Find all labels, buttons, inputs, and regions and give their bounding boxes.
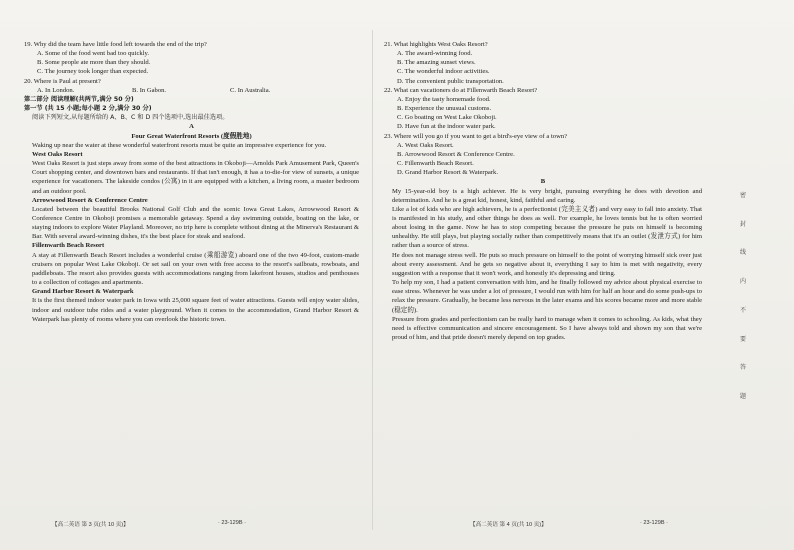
resort-description: It is the first themed indoor water park in Iowa with 25,000 square feet of water attractions. Guests will enjoy water slides, indoor and outdoor tube rides and a water playground. When it comes to the accommodation, Grand Harbor Resort & Waterpark has plenty of rooms where you can overlook the historic town. — [32, 297, 359, 323]
resort-description: West Oaks Resort is just steps away from some of the best attractions in Okoboji—Arnolds Park Amusement Park, Queen's Court shopping center, and downtown bars and restaurants. If that isn't enough, it has a to-die-for view of sunsets, a unique experience for vacationers. The lakeside condos (公寓) in it are equipped with a kitchen, a living room, a master bedroom and an outdoor pool. — [32, 160, 359, 195]
binding-char: 答 — [739, 364, 746, 372]
q20-option-b: B. In Gabon. — [132, 86, 167, 94]
question-19: 19. Why did the team have little food left towards the end of the trip? — [24, 41, 207, 48]
resort-name: Fillenwarth Beach Resort — [32, 242, 105, 250]
binding-char: 封 — [739, 220, 746, 228]
resort-description: Located between the beautiful Brooks National Golf Club and the scenic Iowa Great Lakes, Arrowwood Resort & Conference Centre in Okoboji promises a memorable getaway. Spend a day swimming outside, boating on the lake, or staying indoors to explore Water Playland. Moreover, no trip here is complete without dining at the Minerva's Restaurant & Bar. With several award-winning dishes, it's the best place for steak and seafood. — [32, 205, 359, 241]
q21-option-d: D. The convenient public transportation. — [397, 77, 504, 85]
binding-char: 要 — [739, 335, 746, 343]
binding-margin — [736, 40, 750, 520]
binding-char: 密 — [739, 192, 746, 199]
q19-option-b: B. Some people ate more than they should. — [37, 59, 151, 67]
q23-option-a: A. West Oaks Resort. — [397, 141, 454, 149]
q21-option-a: A. The award-winning food. — [397, 50, 473, 58]
passage-b-label: B — [540, 178, 546, 186]
q21-option-b: B. The amazing sunset views. — [397, 59, 476, 67]
passage-a-title: Four Great Waterfront Resorts (度假胜地) — [131, 132, 252, 140]
question-21: 21. What highlights West Oaks Resort? — [384, 41, 488, 48]
binding-char: 题 — [739, 392, 746, 400]
q19-option-c: C. The journey took longer than expected. — [37, 68, 149, 76]
page-footer-left: 【高二英语 第 3 页(共 10 页)】 — [52, 522, 129, 528]
passage-b-paragraph: Like a lot of kids who are high achievers, he is a perfectionist (完美主义者) and very easy to fall into anxiety. That is manifested in his study, and other things he does as well. For example, he loves tennis but he is often worried about losing in the game. Now he has to stop competing because the pressure he puts on himself is becoming unhealthy. He still plays, but playing socially rather than competitively means that it's an outlet (发泄方式) for him rather than a source of stress. — [392, 205, 702, 250]
q23-option-c: C. Fillenwarth Beach Resort. — [397, 160, 474, 168]
q22-option-d: D. Have fun at the indoor water park. — [397, 123, 496, 131]
q20-option-c: C. In Australia. — [230, 86, 271, 94]
instruction: 阅读下列短文,从每题所给的 A、B、C 和 D 四个选项中,选出最佳选项。 — [32, 114, 229, 122]
question-23: 23. Where will you go if you want to get a bird's-eye view of a town? — [384, 132, 568, 140]
q22-option-c: C. Go boating on West Lake Okoboji. — [397, 114, 497, 122]
q22-option-a: A. Enjoy the tasty homemade food. — [397, 95, 491, 103]
page-code-right: · 23-129B · — [640, 520, 668, 526]
q22-option-b: B. Experience the unusual customs. — [397, 105, 492, 113]
question-20: 20. Where is Paul at present? — [24, 77, 101, 85]
page-footer-right: 【高二英语 第 4 页(共 10 页)】 — [470, 522, 547, 528]
binding-char: 不 — [739, 306, 746, 314]
passage-a-label: A — [189, 123, 194, 131]
question-22: 22. What can vacationers do at Fillenwarth Beach Resort? — [384, 86, 538, 94]
passage-b-paragraph: My 15-year-old boy is a high achiever. He is very bright, pursuing everything he does with devotion and determination. And he is a great kid, honest, kind, faithful and caring. — [392, 187, 702, 204]
right-column — [384, 40, 702, 342]
passage-b-paragraph: Pressure from grades and perfectionism can be really hard to manage when it comes to schooling. As kids, what they need is effective communication and sincere encouragement. So I have always told and shown my son that we're proud of him, and that pride doesn't merely depend on top grades. — [392, 315, 702, 341]
resort-name: West Oaks Resort — [32, 150, 83, 158]
q20-options — [24, 86, 359, 95]
passage-b-paragraph: He does not manage stress well. He puts so much pressure on himself to the point of worrying himself sick over just about every assessment. And he gets so negative about it, everything I say to him is met with negativity, every suggestion with a response that it won't work, and honestly it's depressing and tiring. — [392, 251, 702, 277]
q23-option-d: D. Grand Harbor Resort & Waterpark. — [397, 169, 498, 177]
page-code-left: · 23-129B · — [218, 520, 246, 526]
section-2-heading: 第二部分 阅读理解(共两节,满分 50 分) — [24, 95, 134, 103]
resort-name: Grand Harbor Resort & Waterpark — [32, 288, 134, 296]
q19-option-a: A. Some of the food went bad too quickly. — [37, 50, 150, 58]
passage-a-intro: Waking up near the water at these wonderful waterfront resorts must be quite an impressive experience for you. — [32, 141, 327, 149]
passage-b-paragraph: To help my son, I had a patient conversation with him, and he finally followed my advice about physical exercise to ease stress. Whenever he was under a lot of pressure, I would run with him for half an hour and do some push-ups to relax the pressure. Gradually, he became less nervous in the later exams and his scores became more and more stable (稳定的). — [392, 279, 702, 314]
q21-option-c: C. The wonderful indoor activities. — [397, 68, 490, 76]
binding-char: 内 — [739, 278, 746, 286]
q20-option-a: A. In London. — [37, 86, 75, 94]
q23-option-b: B. Arrowwood Resort & Conference Centre. — [397, 150, 515, 158]
fold-line — [372, 30, 373, 530]
left-column — [24, 40, 359, 324]
resort-name: Arrowwood Resort & Conference Centre — [32, 196, 148, 204]
resort-description: A stay at Fillenwarth Beach Resort includes a wonderful cruise (乘船游览) aboard one of the two 49-foot, custom-made cruisers on popular West Lake Okoboji. Or set sail on your own with free access to the resort's sailboats, rowboats, and paddleboats. The resort also provides guests with accommodations ranging from lakefront houses, studios and penthouses to a collection of cottages and apartments. — [32, 251, 359, 287]
binding-char: 线 — [739, 249, 746, 257]
section-2-part-1: 第一节 (共 15 小题;每小题 2 分,满分 30 分) — [24, 105, 152, 113]
